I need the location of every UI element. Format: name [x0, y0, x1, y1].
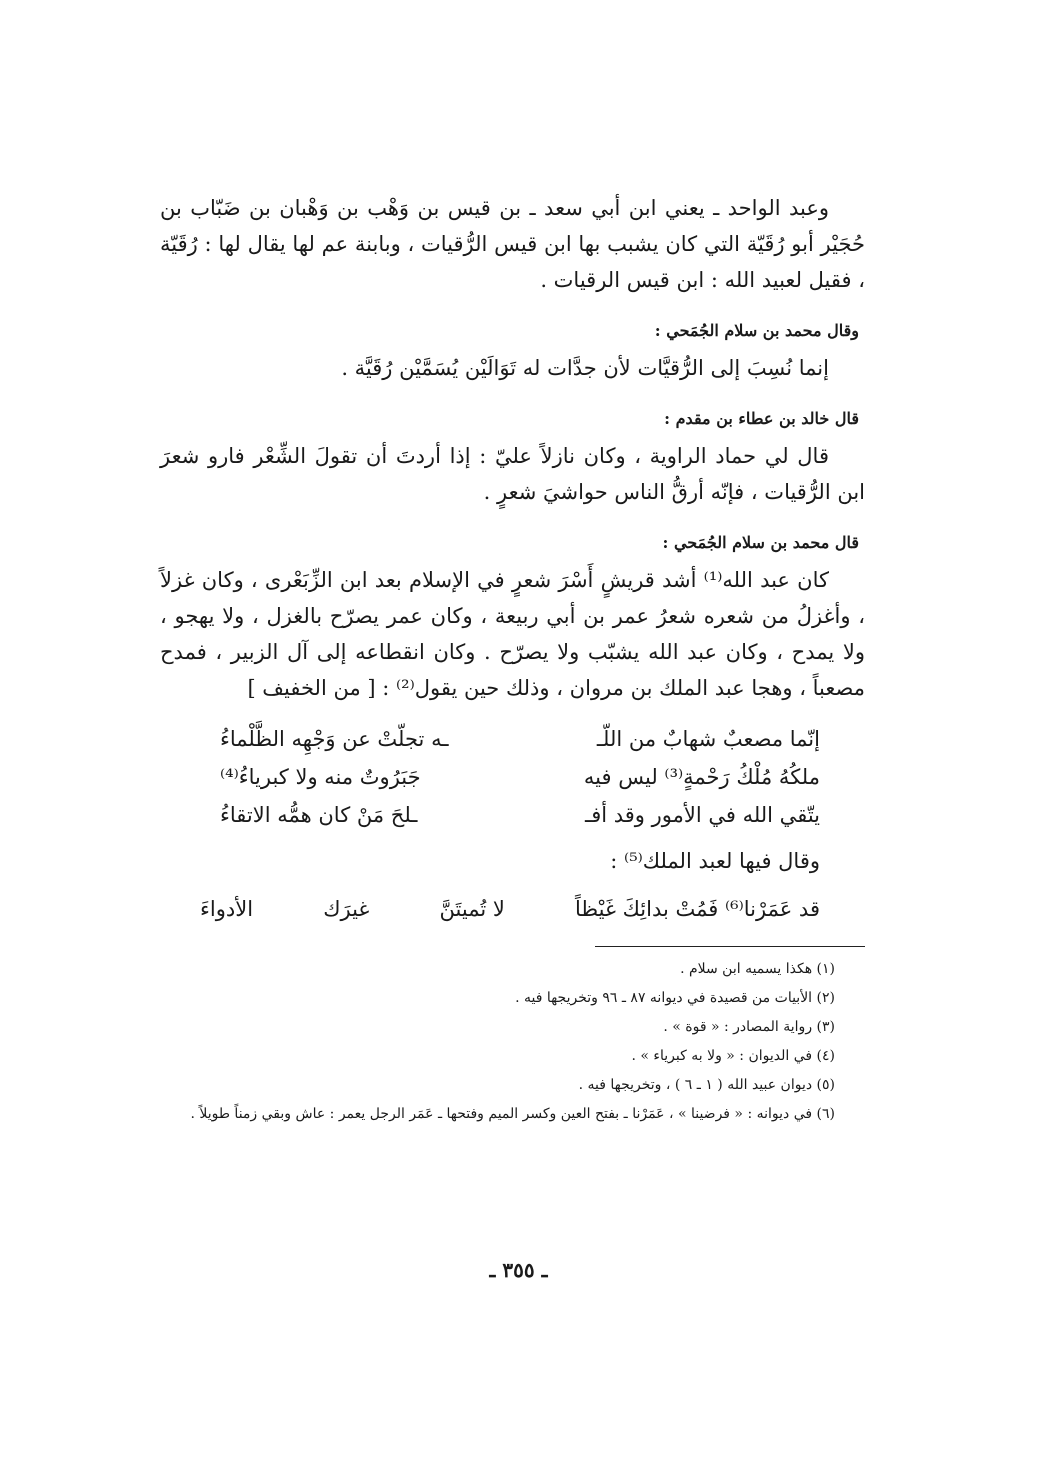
last-verse-part-1: قد عَمَرْنا⁽⁶⁾ فَمُتْ بدائِكَ غَيْظاً	[574, 897, 820, 921]
section-heading-2: قال خالد بن عطاء بن مقدم :	[664, 409, 859, 428]
last-verse-part-4: الأدواءَ	[200, 897, 254, 921]
verse-second-hemistich: ـه تجلّتْ عن وَجْهِه الظَّلْماءُ	[220, 727, 449, 751]
section-text-3: كان عبد الله⁽¹⁾ أشد قريشٍ أَسْرَ شعرٍ في الإسلام بعد ابن الزِّبَعْرى ، وكان غزلاً ، وأغزلُ من شعره شعرُ عمر بن أبي ربيعة ، وكان عمر يصرّح بالغزل ، ولا يهجو ، ولا يمدح ، وكان عبد الله يشبّب ولا يصرّح . وكان انقطاعه إلى آل الزبير ، فمدح مصعباً ، وهجا عبد الملك بن مروان ، وذلك حين يقول⁽²⁾ : [ من الخفيف ]	[160, 568, 865, 700]
verse-second-hemistich: جَبَرُوتٌ منه ولا كبرياءُ⁽⁴⁾	[220, 765, 421, 789]
last-verse-part-2: لا تُميتَنَّ	[439, 897, 505, 921]
footnote-5: (٥) ديوان عبيد الله ( ١ ـ ٦ ) ، وتخريجها فيه .	[578, 1077, 835, 1093]
verse-first-hemistich: ملكُهُ مُلْكُ رَحْمةٍ⁽³⁾ ليس فيه	[583, 765, 820, 789]
last-verse-part-3: غيرَك	[323, 897, 370, 921]
verse-first-hemistich: إنّما مصعبٌ شهابٌ من اللّـ	[596, 727, 820, 751]
intro-paragraph: وعبد الواحد ـ يعني ابن أبي سعد ـ بن قيس بن وَهْب بن وَهْبان بن ضَبّاب بن حُجَيْر أبو رُقَيّة التي كان يشبب بها ابن قيس الرُّقيات ، وبابنة عم لها يقال لها : رُقَيّة ، فقيل لعبيد الله : ابن قيس الرقيات .	[160, 196, 865, 292]
last-verse-line	[160, 890, 865, 928]
footnote-6: (٦) في ديوانه : « فرضينا » ، عَمَرْنا ـ بفتح العين وكسر الميم وفتحها ـ عَمَر الرجل يعمر : عاش وبقي زمناً طويلاً .	[190, 1106, 835, 1122]
verse-line	[160, 758, 865, 796]
section-heading-3: قال محمد بن سلام الجُمَحي :	[662, 533, 859, 552]
page-body	[160, 190, 865, 1129]
footnote-2: (٢) الأبيات من قصيدة في ديوانه ٨٧ ـ ٩٦ وتخريجها فيه .	[515, 990, 835, 1006]
verse-second-hemistich: ـلحَ مَنْ كان همُّه الاتقاءُ	[220, 803, 418, 827]
footnotes	[160, 955, 865, 1129]
footnote-separator	[595, 946, 865, 947]
verse-line	[160, 720, 865, 758]
footnote-1: (١) هكذا يسميه ابن سلام .	[680, 961, 835, 977]
section-text-1: إنما نُسِبَ إلى الرُّقيَّات لأن جدَّات له تَوَالَيْن يُسَمَّيْن رُقَيَّة .	[341, 356, 829, 380]
verse-first-hemistich: يتّقي الله في الأمور وقد أفـ	[585, 803, 820, 827]
poem-verses	[160, 720, 865, 834]
verse-line	[160, 796, 865, 834]
section-heading-1: وقال محمد بن سلام الجُمَحي :	[654, 321, 859, 340]
footnote-3: (٣) رواية المصادر : « قوة » .	[663, 1019, 835, 1035]
footnote-4: (٤) في الديوان : « ولا به كبرياء » .	[631, 1048, 835, 1064]
section-text-2: قال لي حماد الراوية ، وكان نازلاً عليّ : إذا أردتَ أن تقولَ الشِّعْر فارو شعرَ ابن الرُّقيات ، فإنّه أرقُّ الناس حواشيَ شعرٍ .	[160, 444, 865, 504]
transition-line: وقال فيها لعبد الملك⁽⁵⁾ :	[610, 849, 820, 873]
page-number: ـ ٣٥٥ ـ	[489, 1258, 548, 1282]
